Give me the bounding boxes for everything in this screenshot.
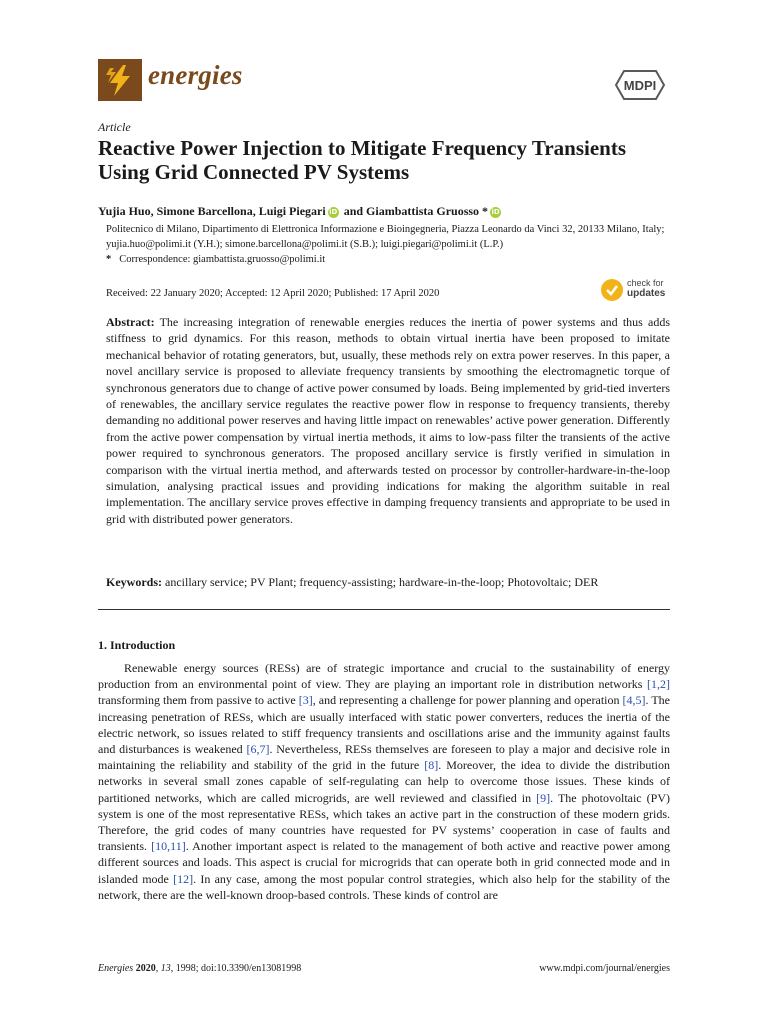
- intro-text: . The increasing penetration of RESs, which are usually interfaced with static power converters, reduces the inertia of the electric network, so issues related to stiff frequency transients and oscillations arise and the immunity against faults and disturbances is weakened: [98, 693, 670, 757]
- orcid-icon[interactable]: iD: [329, 208, 338, 216]
- footer-doi: , 1998; doi:10.3390/en13081998: [170, 963, 302, 974]
- abstract-label: Abstract:: [106, 315, 155, 329]
- intro-text: . Moreover, the idea to divide the distribution networks in several small zones capable of self-regulating can help to overcome those issues. These kinds of partitioned networks, which are called microgrids, are well reviewed and classified in: [98, 758, 670, 805]
- keywords: [106, 575, 670, 590]
- footer-year: 2020: [133, 963, 156, 974]
- publication-dates: Received: 22 January 2020; Accepted: 12 April 2020; Published: 17 April 2020: [106, 288, 440, 299]
- journal-logo: [98, 59, 142, 101]
- check-updates-line1: check for: [627, 278, 664, 288]
- article-type: Article: [98, 120, 131, 134]
- section-divider: [98, 609, 670, 610]
- citation-link[interactable]: [12]: [173, 871, 194, 886]
- journal-url-link[interactable]: www.mdpi.com/journal/energies: [539, 963, 670, 974]
- authors-part2: and Giambattista Gruosso *: [340, 204, 489, 218]
- footer-volume: , 13: [155, 963, 171, 974]
- correspondence: [106, 254, 325, 265]
- publisher-logo: [610, 67, 670, 103]
- authors-part1: Yujia Huo, Simone Barcellona, Luigi Piegari: [98, 204, 326, 218]
- citation-link[interactable]: [9]: [536, 790, 551, 805]
- correspondence-text: Correspondence: giambattista.gruosso@polimi.it: [119, 254, 326, 265]
- check-updates-line2: updates: [627, 288, 666, 299]
- introduction-paragraph: [98, 660, 670, 903]
- intro-text: . In any case, among the most popular control strategies, which also help for the stability of the network, there are the well-known droop-based controls. These kinds of control are: [98, 871, 670, 902]
- lightning-icon: [98, 59, 142, 101]
- abstract: [106, 314, 670, 527]
- intro-text: . The photovoltaic (PV) system is one of the most representative RESs, which takes an active part in the construction of these modern grids. Therefore, the grid codes of many countries have requested for PV systems’ cooperation in case of faults and transients.: [98, 790, 670, 854]
- keywords-label: Keywords:: [106, 575, 162, 589]
- citation-link[interactable]: [10,11]: [151, 839, 186, 854]
- check-for-updates-badge[interactable]: [601, 277, 681, 303]
- intro-text: , and representing a challenge for power planning and operation: [312, 693, 623, 708]
- author-list: [98, 204, 503, 219]
- citation-link[interactable]: [1,2]: [647, 677, 670, 692]
- publisher-name: MDPI: [623, 78, 657, 93]
- citation-link[interactable]: [6,7]: [246, 742, 270, 757]
- citation-link[interactable]: [4,5]: [622, 693, 646, 708]
- paper-title: Reactive Power Injection to Mitigate Frequency Transients Using Grid Connected PV Systems: [98, 136, 627, 184]
- keywords-text: ancillary service; PV Plant; frequency-assisting; hardware-in-the-loop; Photovoltaic; DER: [162, 575, 599, 589]
- check-updates-icon: [601, 279, 623, 301]
- citation-footer: [98, 963, 301, 974]
- citation-link[interactable]: [3]: [298, 693, 313, 708]
- intro-text: . Nevertheless, RESs themselves are foreseen to play a major and decisive role in maintaining the reliability and stability of the grid in the future: [98, 742, 670, 773]
- intro-text: . Another important aspect is related to the management of both active and reactive power among different sources and loads. This aspect is crucial for microgrids that can operate both in grid connected mode and in islanded mode: [98, 839, 670, 886]
- abstract-text: The increasing integration of renewable energies reduces the inertia of power systems and thus adds stiffness to grid dynamics. For this reason, methods to obtain virtual inertia have been proposed to imitate mechanical behavior of rotating generators, but, usually, these methods rely on extra power reserves. In this paper, a novel ancillary service is proposed to alleviate frequency transients by smoothing the electromagnetic torque of synchronous generators due to change of active power consumed by loads. Being implemented by grid-tied inverters of renewables, the ancillary service regulates the reactive power flow in response to frequency transients, thereby demanding no additional power reserves and having little impact on renewables’ active power generation. Differently from the active power compensation by virtual inertia methods, it aims to low-pass filter the transients of the active power required to synchronous generators. The proposed ancillary service is firstly verified in simulation in comparison with the virtual inertia method, and afterwards tested on processor by controller-hardware-in-the-loop simulation, analysing practical issues and providing indications for making the algorithm suitable in real implementation. The ancillary service proves effective in damping frequency transients and appropriate to be used in grid with distributed power generators.: [106, 315, 670, 526]
- mdpi-hexagon-icon: [610, 67, 670, 103]
- correspondence-mark: *: [106, 254, 112, 265]
- orcid-icon[interactable]: iD: [491, 208, 500, 216]
- section-heading-introduction: 1. Introduction: [98, 638, 176, 652]
- affiliation: Politecnico di Milano, Dipartimento di Elettronica Informazione e Bioingegneria, Piazza Leonardo da Vinci 32, 20133 Milano, Italy; yujia.huo@polimi.it (Y.H.); simone.barcellona@polimi.it (S.B.); luigi.piegari@polimi.it (L.P.): [106, 224, 665, 250]
- footer-journal: Energies: [98, 963, 134, 974]
- intro-text: Renewable energy sources (RESs) are of strategic importance and crucial to the sustainability of energy production from an environmental point of view. They are playing an important role in distribution networks: [98, 661, 670, 692]
- intro-text: transforming them from passive to active: [98, 693, 299, 708]
- citation-link[interactable]: [8]: [424, 758, 439, 773]
- journal-name: energies: [148, 60, 243, 90]
